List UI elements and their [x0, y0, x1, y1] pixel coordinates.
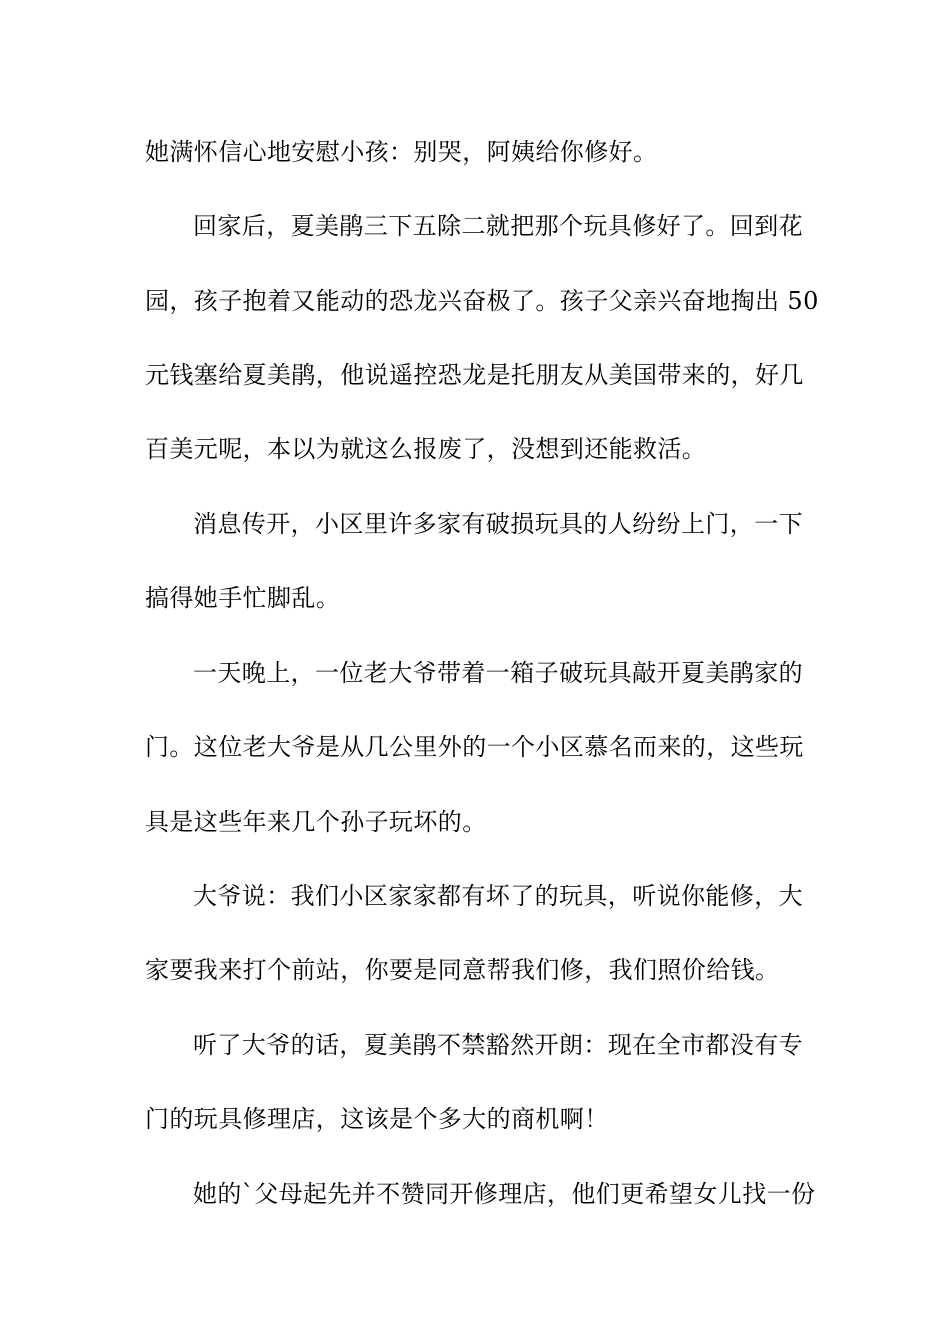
text-line: 门。这位老大爷是从几公里外的一个小区慕名而来的，这些玩 [145, 733, 804, 761]
text-line: 大爷说：我们小区家家都有坏了的玩具，听说你能修，大 [193, 882, 803, 910]
text-line: 园，孩子抱着又能动的恐龙兴奋极了。孩子父亲兴奋地掏出 50 [145, 287, 819, 315]
text-line: 一天晚上，一位老大爷带着一箱子破玩具敲开夏美鹃家的 [193, 659, 803, 687]
text-line: 门的玩具修理店，这该是个多大的商机啊！ [145, 1105, 609, 1133]
text-line: 具是这些年来几个孙子玩坏的。 [145, 808, 487, 836]
text-line: 回家后，夏美鹃三下五除二就把那个玩具修好了。回到花 [193, 212, 803, 240]
text-line: 家要我来打个前站，你要是同意帮我们修，我们照价给钱。 [145, 956, 780, 984]
text-line: 听了大爷的话，夏美鹃不禁豁然开朗：现在全市都没有专 [193, 1031, 803, 1059]
text-line: 元钱塞给夏美鹃，他说遥控恐龙是托朋友从美国带来的，好几 [145, 361, 804, 389]
text-line: 搞得她手忙脚乱。 [145, 584, 341, 612]
text-line: 消息传开，小区里许多家有破损玩具的人纷纷上门，一下 [193, 510, 803, 538]
text-line: 她的`父母起先并不赞同开修理店，他们更希望女儿找一份 [193, 1180, 816, 1208]
text-line: 她满怀信心地安慰小孩：别哭，阿姨给你修好。 [145, 138, 658, 166]
text-line: 百美元呢，本以为就这么报废了，没想到还能救活。 [145, 435, 707, 463]
